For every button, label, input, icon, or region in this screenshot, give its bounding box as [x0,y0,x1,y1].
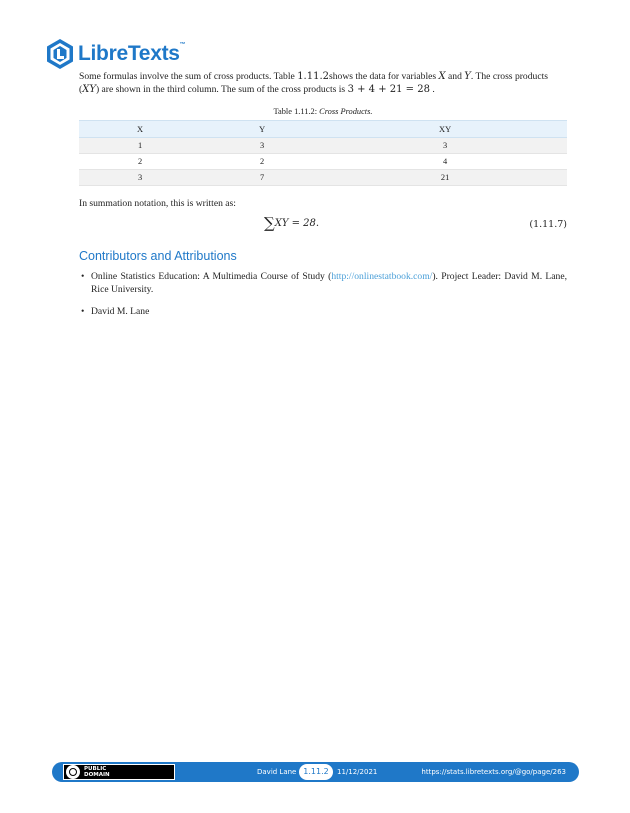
equation: ∑XY = 28. [264,214,320,232]
contributors-list [79,270,567,318]
sigma-symbol: ∑ [264,214,275,232]
table-cell: 2 [260,157,265,166]
table-cell: 1 [137,141,143,150]
table-cell: 3 [442,141,448,150]
intro-paragraph: Some formulas involve the sum of cross products. Table 1.11.2shows the data for variables X and Y. The cross products (XY) are shown in the third column. The sum of the cross products is 3 + 4 + 21 = 28 . [79,71,548,95]
list-item: • David M. Lane [79,305,567,318]
table-caption: Table 1.11.2: Cross Products. [273,107,373,116]
footer-date: 11/12/2021 [337,768,378,776]
section-heading: Contributors and Attributions [79,249,237,263]
footer-author: David Lane [257,768,297,776]
cross-products-table [79,120,567,186]
table-cell: 3 [137,173,143,182]
libretexts-logo[interactable] [46,38,185,70]
public-domain-icon [66,765,80,779]
table-row [79,170,567,186]
list-item: • Online Statistics Education: A Multimedia Course of Study (http://onlinestatbook.com/). Project Leader: David M. Lane, Rice University. [79,270,567,296]
equation-number: (1.11.7) [529,219,567,230]
table-cell: 21 [440,173,450,182]
page-content [79,70,567,327]
footer-page-number: 1.11.2 [299,764,333,780]
public-domain-badge[interactable] [63,764,175,780]
libretexts-cube-icon [46,38,74,70]
column-header: X [137,124,144,134]
table-header-row [79,121,567,138]
logo-text: LibreTexts™ [78,42,186,65]
footer-url-link[interactable]: https://stats.libretexts.org/@go/page/263 [421,768,566,776]
table-cell: 4 [442,157,448,166]
page-footer [52,762,579,782]
table-cell: 7 [260,173,265,182]
table-cell: 3 [260,141,265,150]
onlinestatbook-link[interactable]: http://onlinestatbook.com/ [331,271,433,282]
summation-intro: In summation notation, this is written as: [79,198,236,209]
equation-block [79,216,567,238]
column-header: Y [259,124,266,134]
table-row [79,154,567,170]
table-cell: 2 [137,157,143,166]
table-reference[interactable]: 1.11.2 [297,71,329,82]
license-text: PUBLIC DOMAIN [84,766,110,778]
column-header: XY [439,124,452,134]
table-row [79,138,567,154]
